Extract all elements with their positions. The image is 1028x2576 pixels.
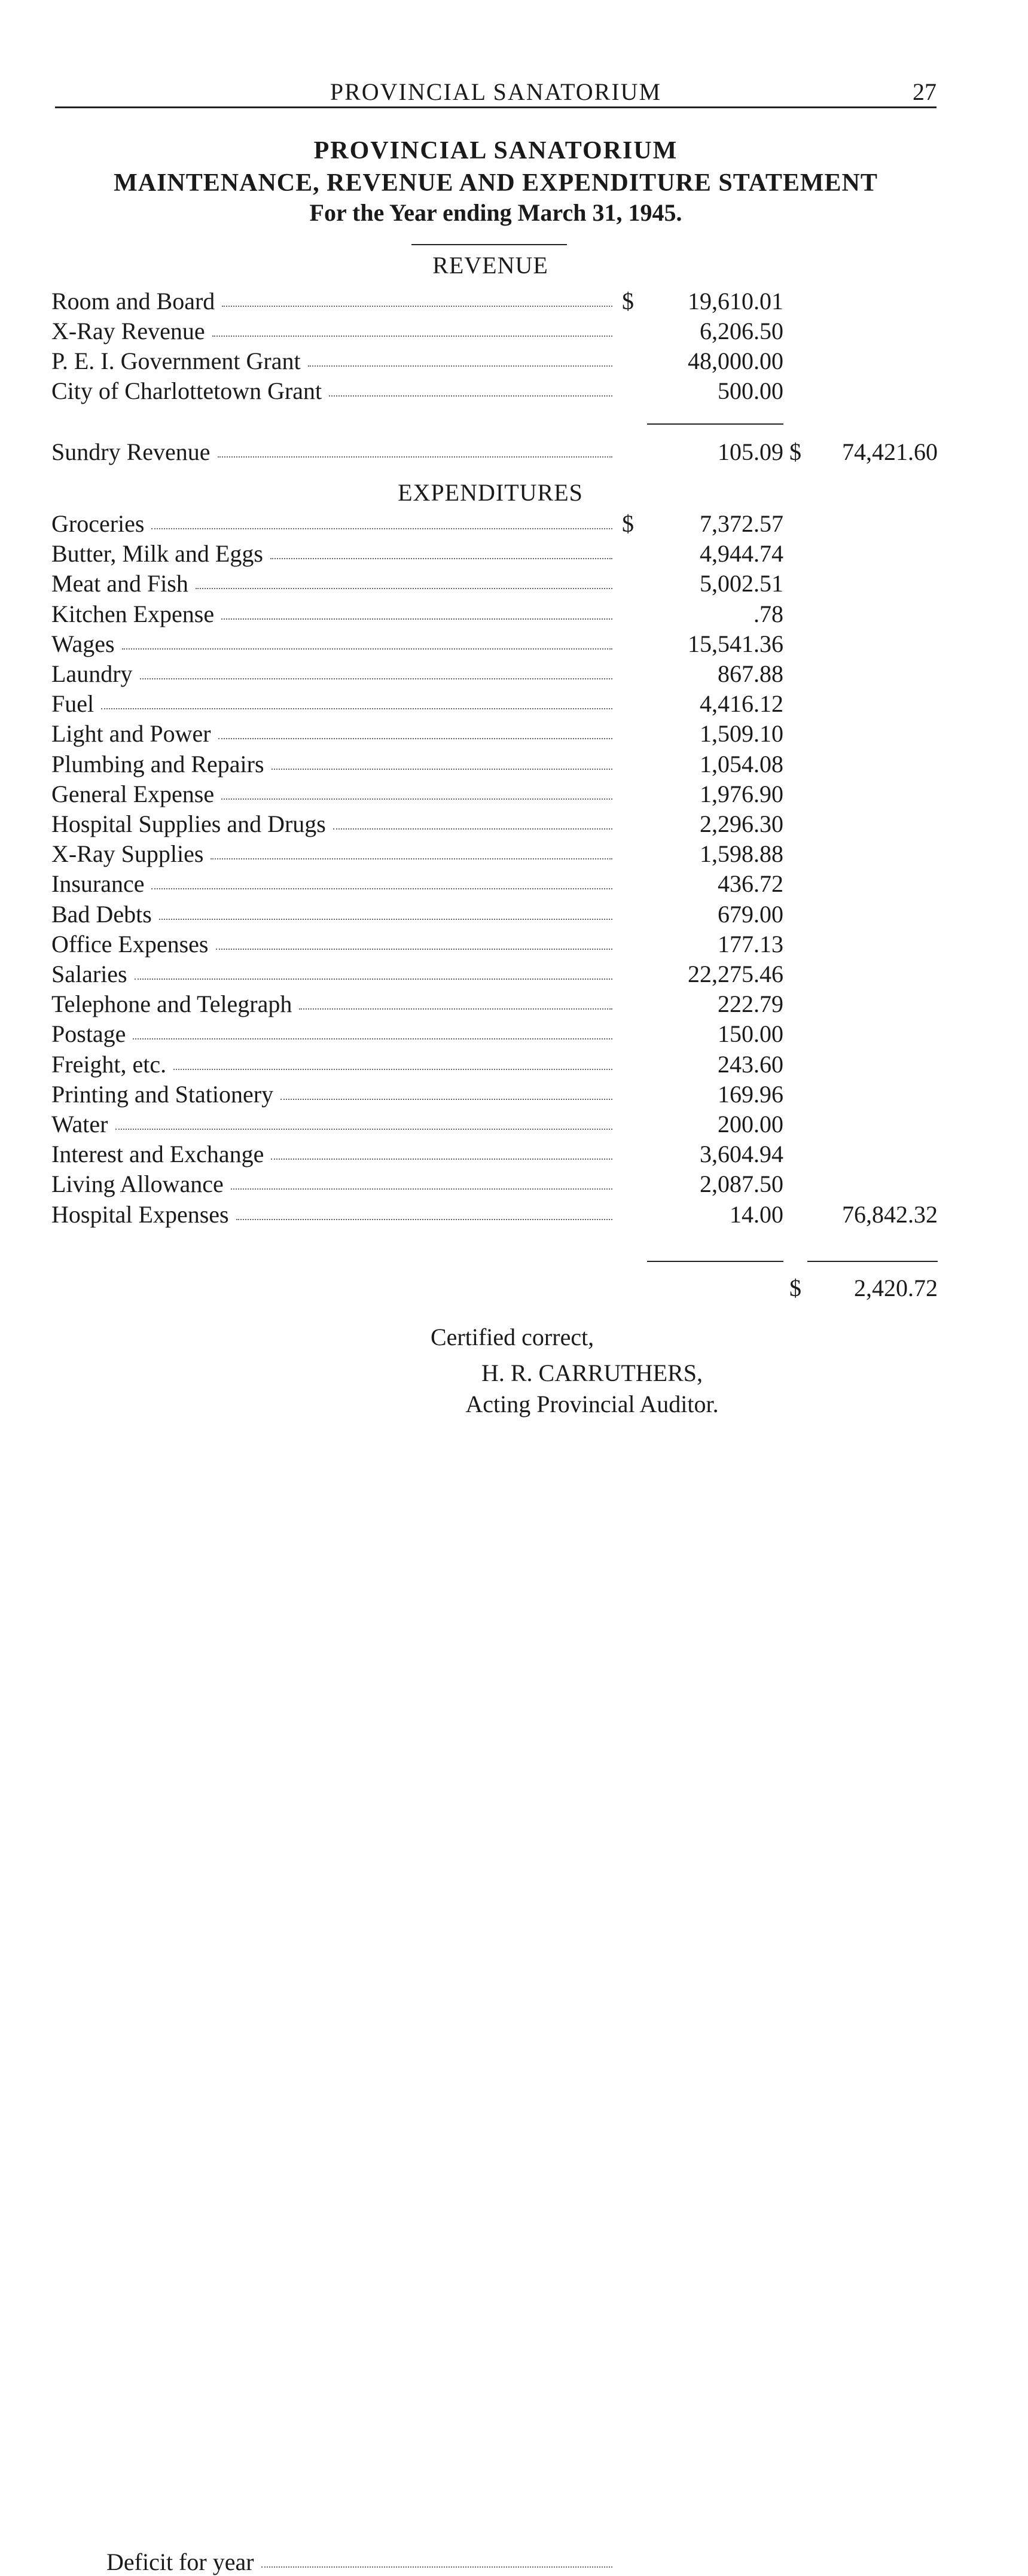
dot-leader	[151, 528, 612, 529]
row-label-wrap	[51, 1140, 616, 1168]
dot-leader	[218, 456, 612, 458]
currency-symbol: $	[622, 510, 634, 537]
row-amount: 3,604.94	[700, 1141, 783, 1168]
table-row	[0, 569, 1028, 599]
dot-leader	[101, 708, 612, 709]
row-label-wrap	[51, 750, 616, 778]
table-row	[0, 539, 1028, 569]
table-row	[0, 900, 1028, 930]
row-label-wrap	[51, 870, 616, 898]
section-total: 74,421.60	[842, 438, 938, 465]
revenue-subtotal-rule	[647, 423, 783, 425]
row-amount: 2,087.50	[700, 1170, 783, 1198]
dot-leader	[218, 737, 612, 739]
row-label-wrap	[51, 1110, 616, 1138]
row-amount: 169.96	[718, 1080, 783, 1108]
row-amount: 15,541.36	[688, 630, 783, 657]
row-amount: 105.09	[718, 438, 783, 465]
table-row	[0, 960, 1028, 990]
row-amount: 6,206.50	[700, 318, 783, 345]
table-row	[0, 377, 1028, 407]
dot-leader	[211, 858, 612, 859]
statement-title-line-2: MAINTENANCE, REVENUE AND EXPENDITURE STATEMENT	[114, 169, 878, 197]
dot-leader	[212, 335, 612, 337]
row-amount: 200.00	[718, 1111, 783, 1138]
dot-leader	[173, 1068, 612, 1070]
row-label: Telephone and Telegraph	[51, 990, 292, 1018]
row-label-wrap	[51, 1170, 616, 1198]
deficit-label-wrap	[106, 2548, 616, 2576]
row-label-wrap	[51, 510, 616, 538]
auditor-title: Acting Provincial Auditor.	[465, 1391, 719, 1417]
row-label: Postage	[51, 1020, 126, 1048]
row-label-wrap	[51, 960, 616, 988]
table-row	[0, 317, 1028, 347]
row-label: City of Charlottetown Grant	[51, 377, 322, 404]
row-label-wrap	[51, 600, 616, 628]
page-header	[55, 77, 937, 108]
dot-leader	[333, 828, 612, 830]
table-row	[0, 1020, 1028, 1050]
dot-leader	[308, 365, 612, 367]
expenditures-heading: EXPENDITURES	[398, 479, 583, 506]
table-row	[0, 930, 1028, 960]
row-amount: 7,372.57	[700, 510, 783, 537]
row-label-wrap	[51, 317, 616, 345]
row-label: Office Expenses	[51, 930, 209, 958]
total-currency: $	[789, 438, 801, 465]
row-label: Groceries	[51, 510, 145, 537]
row-label-wrap	[51, 900, 616, 928]
statement-title-line-3: For the Year ending March 31, 1945.	[309, 199, 682, 226]
dot-leader	[329, 395, 612, 397]
row-amount: 4,416.12	[700, 690, 783, 718]
row-label: Light and Power	[51, 720, 211, 748]
table-row	[0, 438, 1028, 468]
row-amount: 150.00	[718, 1020, 783, 1048]
row-label: Hospital Expenses	[51, 1200, 229, 1228]
table-row	[0, 1200, 1028, 1230]
dot-leader	[270, 557, 612, 559]
row-amount: 867.88	[718, 660, 783, 687]
dot-leader	[272, 768, 612, 770]
row-label: Fuel	[51, 690, 94, 718]
currency-symbol: $	[622, 288, 634, 315]
row-label-wrap	[51, 990, 616, 1018]
row-label-wrap	[51, 1200, 616, 1228]
row-amount: 2,296.30	[700, 810, 783, 837]
row-amount: 436.72	[718, 870, 783, 898]
dot-leader	[261, 2566, 612, 2568]
row-label-wrap	[51, 660, 616, 688]
table-row	[0, 690, 1028, 720]
row-label: X-Ray Supplies	[51, 840, 204, 868]
row-label: Sundry Revenue	[51, 438, 211, 465]
row-amount: 1,054.08	[700, 750, 783, 778]
page-number: 27	[913, 78, 937, 105]
row-label-wrap	[51, 539, 616, 568]
row-label: Interest and Exchange	[51, 1141, 264, 1168]
dot-leader	[122, 648, 612, 650]
row-label: Plumbing and Repairs	[51, 750, 264, 778]
table-row	[0, 720, 1028, 749]
row-label-wrap	[51, 930, 616, 958]
row-label-wrap	[51, 720, 616, 748]
dot-leader	[159, 918, 612, 920]
row-amount: .78	[754, 600, 783, 627]
row-amount: 177.13	[718, 930, 783, 958]
row-label: Insurance	[51, 870, 145, 898]
title-rule	[411, 244, 567, 245]
table-row	[0, 600, 1028, 630]
row-label-wrap	[51, 438, 616, 466]
dot-leader	[221, 618, 612, 620]
row-label-wrap	[51, 690, 616, 718]
row-amount: 22,275.46	[688, 961, 783, 987]
table-row	[0, 347, 1028, 377]
row-label: Kitchen Expense	[51, 600, 215, 627]
row-label-wrap	[51, 287, 616, 315]
row-label: Wages	[51, 630, 115, 657]
auditor-name: H. R. CARRUTHERS,	[481, 1359, 703, 1386]
running-title: PROVINCIAL SANATORIUM	[330, 78, 662, 105]
row-label: Hospital Supplies and Drugs	[51, 810, 326, 837]
row-label-wrap	[51, 347, 616, 375]
totals-rule	[807, 1261, 938, 1262]
row-label-wrap	[51, 630, 616, 658]
dot-leader	[221, 798, 612, 800]
row-label: P. E. I. Government Grant	[51, 347, 301, 374]
table-row	[0, 810, 1028, 840]
dot-leader	[115, 1128, 613, 1130]
row-label-wrap	[51, 1050, 616, 1078]
row-label: Printing and Stationery	[51, 1080, 274, 1108]
row-amount: 19,610.01	[688, 288, 783, 315]
table-row	[0, 660, 1028, 690]
row-label: Living Allowance	[51, 1170, 224, 1198]
dot-leader	[196, 587, 612, 589]
row-amount: 14.00	[730, 1200, 783, 1228]
dot-leader	[280, 1098, 612, 1100]
table-row	[0, 780, 1028, 810]
table-row	[0, 1050, 1028, 1080]
dot-leader	[140, 678, 612, 679]
row-amount: 1,598.88	[700, 840, 783, 868]
table-row	[0, 1110, 1028, 1140]
row-label-wrap	[51, 569, 616, 597]
row-amount: 222.79	[718, 990, 783, 1018]
expenditures-subtotal-rule	[647, 1261, 783, 1262]
dot-leader	[135, 978, 612, 980]
table-row	[0, 510, 1028, 539]
row-label: Water	[51, 1111, 108, 1138]
row-label-wrap	[51, 377, 616, 405]
statement-title-line-1: PROVINCIAL SANATORIUM	[313, 137, 678, 164]
row-label: Freight, etc.	[51, 1050, 167, 1078]
row-amount: 500.00	[718, 377, 783, 404]
deficit-label: Deficit for year	[106, 2548, 254, 2575]
row-label-wrap	[51, 1080, 616, 1108]
row-amount: 48,000.00	[688, 347, 783, 374]
table-row	[0, 1140, 1028, 1170]
row-label-wrap	[51, 840, 616, 868]
deficit-amount: 2,420.72	[854, 1275, 938, 1301]
section-total: 76,842.32	[842, 1200, 938, 1228]
row-label: Bad Debts	[51, 900, 152, 928]
dot-leader	[151, 888, 612, 889]
deficit-currency: $	[789, 1275, 801, 1301]
row-label-wrap	[51, 1020, 616, 1048]
table-row	[0, 630, 1028, 660]
row-label-wrap	[51, 810, 616, 838]
row-label: Salaries	[51, 961, 127, 987]
revenue-heading: REVENUE	[432, 252, 548, 279]
table-row	[0, 750, 1028, 780]
table-row	[0, 870, 1028, 900]
dot-leader	[236, 1218, 612, 1220]
row-label: Laundry	[51, 660, 133, 687]
row-label: Room and Board	[51, 288, 215, 315]
dot-leader	[216, 948, 613, 950]
table-row	[0, 990, 1028, 1020]
certification-line-1: Certified correct,	[431, 1324, 594, 1351]
row-label-wrap	[51, 780, 616, 808]
row-amount: 1,509.10	[700, 720, 783, 748]
dot-leader	[222, 305, 612, 307]
row-label: General Expense	[51, 780, 215, 807]
table-row	[0, 1080, 1028, 1110]
row-amount: 1,976.90	[700, 780, 783, 807]
row-label: X-Ray Revenue	[51, 318, 205, 345]
dot-leader	[231, 1188, 612, 1190]
dot-leader	[133, 1038, 612, 1039]
row-amount: 5,002.51	[700, 570, 783, 597]
row-amount: 243.60	[718, 1050, 783, 1078]
dot-leader	[299, 1008, 612, 1010]
row-amount: 4,944.74	[700, 540, 783, 568]
dot-leader	[271, 1158, 612, 1160]
table-row	[0, 287, 1028, 317]
table-row	[0, 840, 1028, 870]
row-label: Meat and Fish	[51, 570, 188, 597]
row-label: Butter, Milk and Eggs	[51, 540, 263, 568]
row-amount: 679.00	[718, 900, 783, 928]
table-row	[0, 1170, 1028, 1200]
